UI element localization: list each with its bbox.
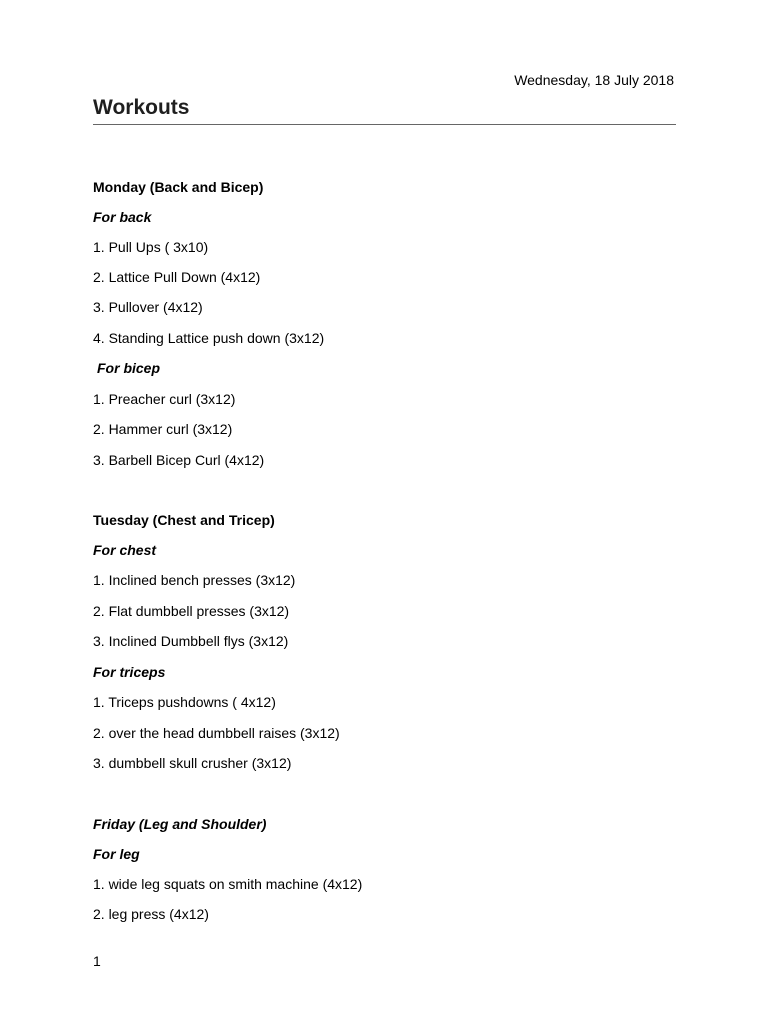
page-title: Workouts (93, 96, 190, 119)
exercise-item: 1. Preacher curl (3x12) (93, 391, 236, 407)
exercise-item: 3. dumbbell skull crusher (3x12) (93, 755, 292, 771)
group-label-bicep: For bicep (97, 360, 161, 376)
exercise-item: 2. leg press (4x12) (93, 906, 209, 922)
exercise-item: 1. Triceps pushdowns ( 4x12) (93, 694, 276, 710)
group-label-triceps: For triceps (93, 664, 166, 680)
day-heading-monday: Monday (Back and Bicep) (93, 179, 264, 195)
day-heading-tuesday: Tuesday (Chest and Tricep) (93, 512, 275, 528)
exercise-item: 1. wide leg squats on smith machine (4x12) (93, 876, 363, 892)
group-label-leg: For leg (93, 846, 140, 862)
group-label-back: For back (93, 209, 152, 225)
document-date: Wednesday, 18 July 2018 (514, 72, 674, 88)
page-number: 1 (93, 953, 101, 969)
exercise-item: 2. Lattice Pull Down (4x12) (93, 269, 261, 285)
exercise-item: 3. Pullover (4x12) (93, 299, 203, 315)
exercise-item: 2. Hammer curl (3x12) (93, 421, 233, 437)
exercise-item: 1. Inclined bench presses (3x12) (93, 572, 296, 588)
group-label-chest: For chest (93, 542, 157, 558)
exercise-item: 3. Inclined Dumbbell flys (3x12) (93, 633, 289, 649)
exercise-item: 1. Pull Ups ( 3x10) (93, 239, 209, 255)
exercise-item: 4. Standing Lattice push down (3x12) (93, 330, 325, 346)
exercise-item: 2. Flat dumbbell presses (3x12) (93, 603, 290, 619)
title-underline (93, 124, 676, 125)
exercise-item: 2. over the head dumbbell raises (3x12) (93, 725, 340, 741)
exercise-item: 3. Barbell Bicep Curl (4x12) (93, 452, 265, 468)
day-heading-friday: Friday (Leg and Shoulder) (93, 816, 267, 832)
